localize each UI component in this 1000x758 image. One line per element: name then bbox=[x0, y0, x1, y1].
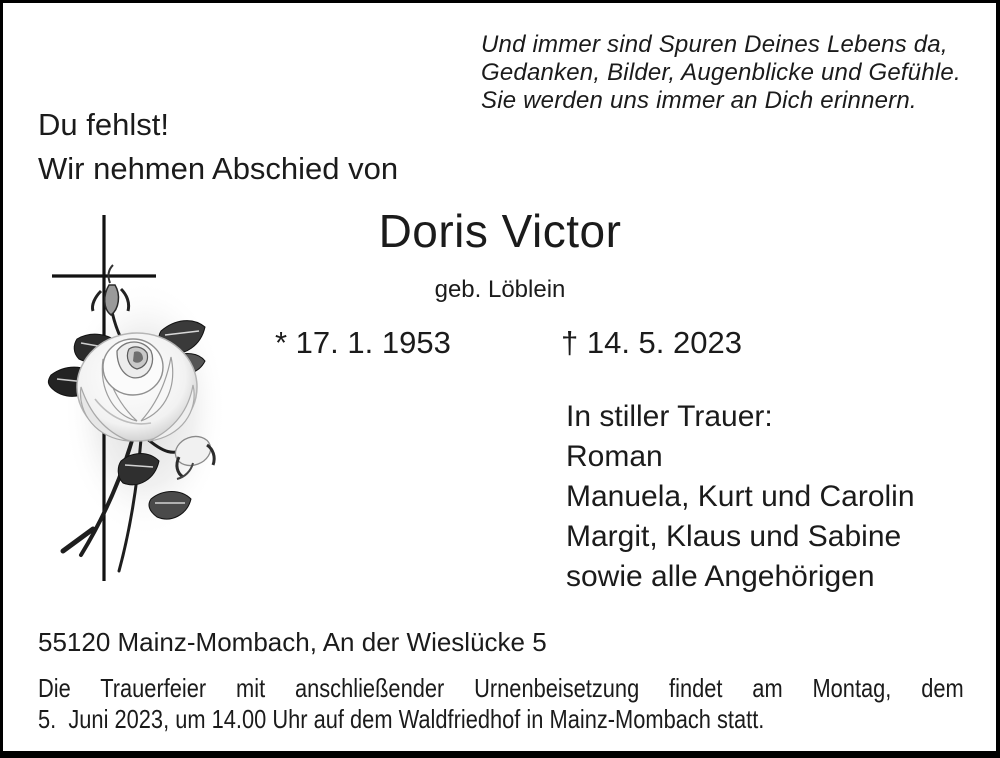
mourner-line: sowie alle Angehörigen bbox=[566, 560, 875, 593]
birth-date: * 17. 1. 1953 bbox=[275, 325, 451, 360]
quote-line: Gedanken, Bilder, Augenblicke und Gefühle. bbox=[481, 59, 961, 86]
address-line: 55120 Mainz-Mombach, An der Wieslücke 5 bbox=[38, 627, 547, 657]
funeral-info bbox=[38, 673, 964, 735]
funeral-info-line-2: 5. Juni 2023, um 14.00 Uhr auf dem Waldfriedhof in Mainz-Mombach statt. bbox=[38, 704, 765, 734]
quote-line: Und immer sind Spuren Deines Lebens da, bbox=[481, 31, 948, 58]
farewell-text: Wir nehmen Abschied von bbox=[38, 151, 399, 186]
mourner-line: Roman bbox=[566, 440, 663, 473]
missing-you-text: Du fehlst! bbox=[38, 107, 169, 142]
death-date: † 14. 5. 2023 bbox=[561, 325, 742, 360]
mourners-block bbox=[566, 397, 915, 597]
cross-and-rose-illustration bbox=[33, 199, 238, 595]
birth-name: geb. Löblein bbox=[434, 276, 566, 303]
quote-line: Sie werden uns immer an Dich erinnern. bbox=[481, 87, 917, 114]
mourners-heading: In stiller Trauer: bbox=[566, 400, 773, 433]
funeral-info-line-1: Die Trauerfeier mit anschließender Urnenbeisetzung findet am Montag, dem bbox=[38, 673, 964, 703]
deceased-name: Doris Victor bbox=[378, 205, 622, 257]
mourner-line: Manuela, Kurt und Carolin bbox=[566, 480, 915, 513]
mourner-line: Margit, Klaus und Sabine bbox=[566, 520, 902, 553]
memorial-quote bbox=[481, 31, 961, 115]
rose-bloom bbox=[77, 333, 197, 441]
